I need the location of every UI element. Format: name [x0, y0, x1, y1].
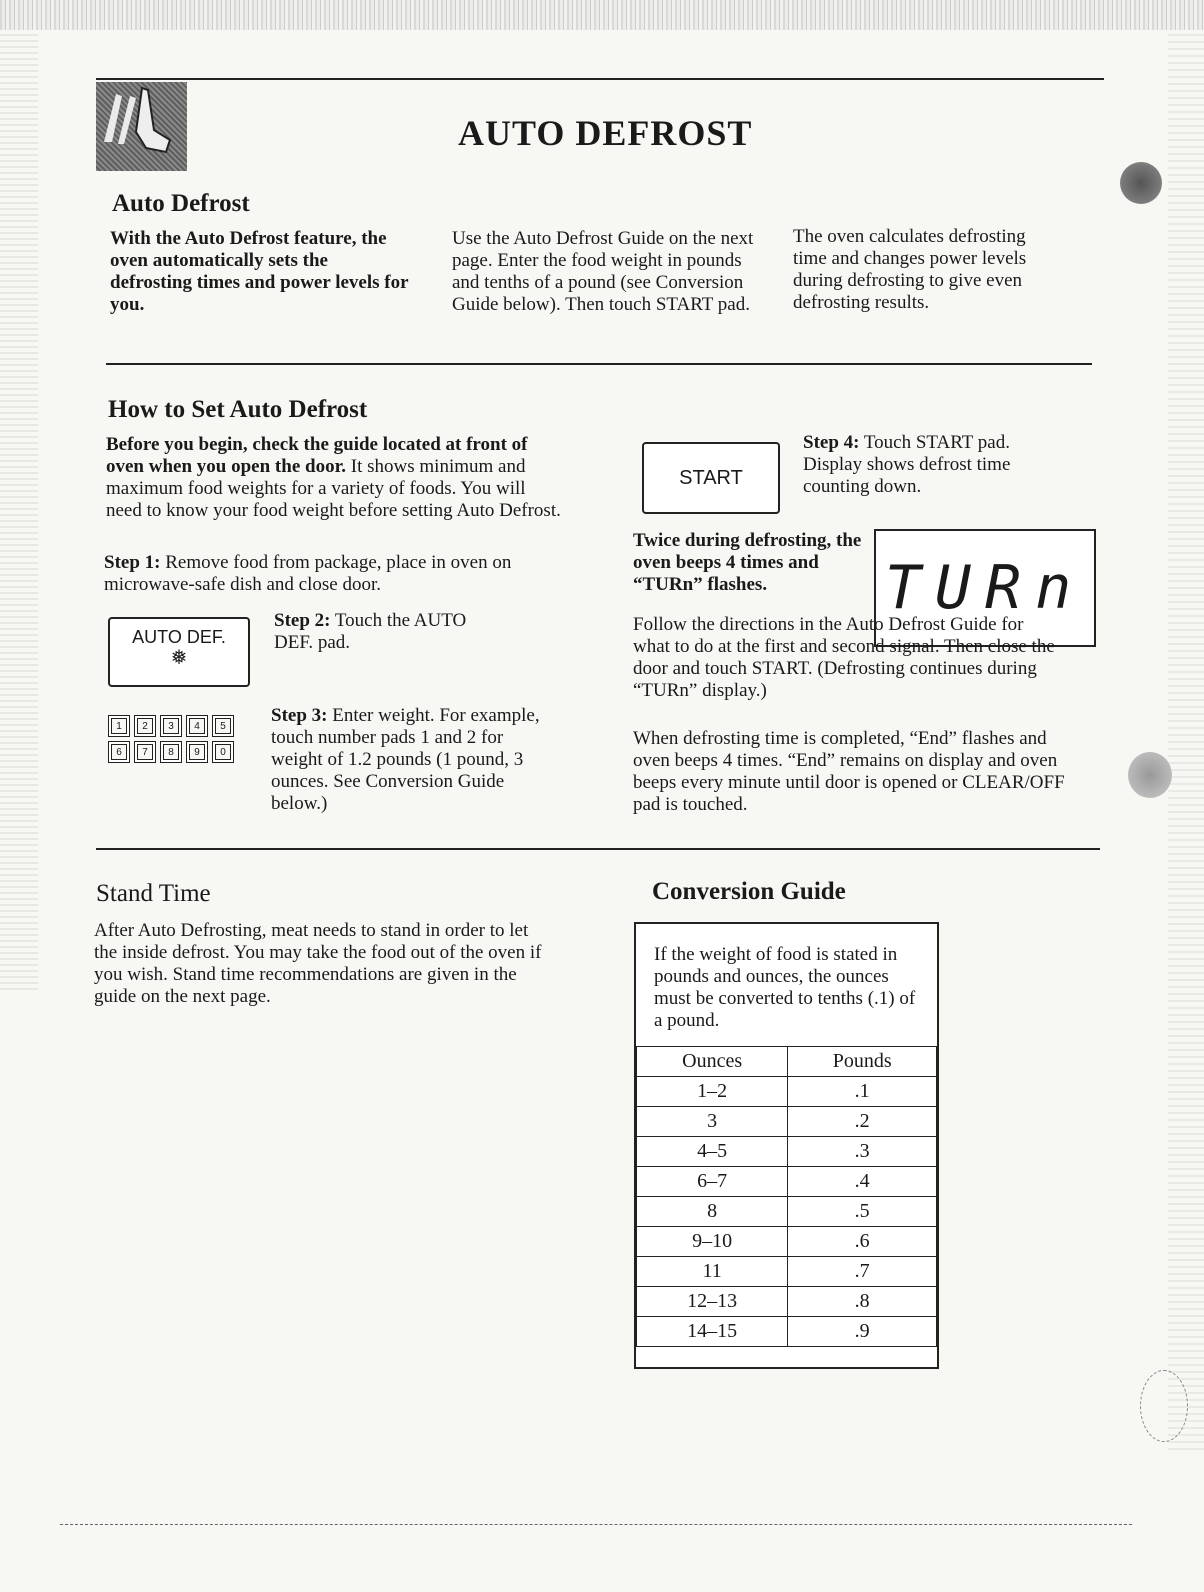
conversion-guide-heading: Conversion Guide [652, 878, 846, 905]
number-pad-4[interactable]: 4 [186, 715, 208, 737]
ounces-cell: 8 [637, 1197, 788, 1227]
pounds-cell: .1 [788, 1077, 937, 1107]
pounds-cell: .7 [788, 1257, 937, 1287]
number-pad-5[interactable]: 5 [212, 715, 234, 737]
intro-rule [106, 363, 1092, 365]
scan-edge-top [0, 0, 1204, 30]
step-4-label: Step 4: [803, 432, 860, 453]
number-pad-6[interactable]: 6 [108, 741, 130, 763]
ounces-cell: 3 [637, 1107, 788, 1137]
end-paragraph: When defrosting time is completed, “End” flashes and oven beeps 4 times. “End” remains on display and oven beeps every minute until door is opened or CLEAR/OFF pad is touched. [633, 728, 1065, 815]
binder-hole-middle [1128, 752, 1172, 798]
start-pad-label: START [679, 466, 743, 489]
footer-dashed-rule [60, 1524, 1132, 1525]
turn-display-text: TURn [884, 553, 1086, 623]
intro-column-2: Use the Auto Defrost Guide on the next page. Enter the food weight in pounds and tenths of a pound (see Conversion Guide below). Then touch START pad. [452, 228, 754, 315]
pounds-cell: .5 [788, 1197, 937, 1227]
before-bold: Before you begin, check the guide located at front of oven when you open the door. [106, 434, 528, 477]
table-row [637, 1257, 937, 1287]
table-row [637, 1197, 937, 1227]
binder-hole-bottom [1140, 1370, 1188, 1442]
step-3 [271, 705, 551, 815]
stand-time-heading: Stand Time [96, 880, 211, 907]
twice-follow-directions [633, 614, 1063, 702]
ounces-cell: 9–10 [637, 1227, 788, 1257]
start-pad[interactable] [642, 442, 780, 514]
pounds-cell: .9 [788, 1317, 937, 1347]
ounces-cell: 12–13 [637, 1287, 788, 1317]
number-pad-9[interactable]: 9 [186, 741, 208, 763]
binder-hole-top [1120, 162, 1162, 204]
auto-defrost-heading: Auto Defrost [112, 190, 250, 217]
number-pads [108, 715, 236, 763]
step-3-text: Enter weight. For example, touch number pads 1 and 2 for weight of 1.2 pounds (1 pound, 3 ounces. See Conversion Guide below.) [271, 705, 540, 814]
step-2-label: Step 2: [274, 610, 331, 631]
howto-rule [96, 848, 1100, 850]
conversion-guide-box [634, 922, 939, 1369]
twice-during-defrosting [633, 530, 863, 596]
ounces-cell: 6–7 [637, 1167, 788, 1197]
step-4 [803, 432, 1063, 498]
table-row [637, 1107, 937, 1137]
step-2 [274, 610, 504, 654]
number-pad-2[interactable]: 2 [134, 715, 156, 737]
conversion-note: If the weight of food is stated in pounds and ounces, the ounces must be converted to tenths (.1) of a pound. [654, 944, 916, 1031]
ounces-cell: 1–2 [637, 1077, 788, 1107]
conversion-table [636, 1046, 937, 1347]
number-pad-7[interactable]: 7 [134, 741, 156, 763]
intro-column-1: With the Auto Defrost feature, the oven automatically sets the defrosting times and power levels for you. [110, 228, 409, 315]
scan-edge-right [1168, 30, 1204, 1450]
twice-rest: Follow the directions in the Auto Defrost Guide for what to do at the first and second signal. Then close the door and touch START. (Defrosting continues during “TURn” display.) [633, 614, 1055, 701]
step-2-text: Touch the AUTO DEF. pad. [274, 610, 467, 653]
auto-def-pad-label: AUTO DEF. [132, 627, 226, 647]
table-row [637, 1317, 937, 1347]
scan-edge-left [0, 30, 38, 990]
hand-touch-logo [96, 82, 187, 171]
pounds-cell: .4 [788, 1167, 937, 1197]
ounces-header: Ounces [637, 1047, 788, 1077]
how-to-heading: How to Set Auto Defrost [108, 396, 368, 423]
before-you-begin [106, 434, 566, 522]
ounces-cell: 11 [637, 1257, 788, 1287]
table-row [637, 1167, 937, 1197]
twice-bold: Twice during defrosting, the oven beeps 4 times and “TURn” flashes. [633, 530, 862, 595]
pounds-header: Pounds [788, 1047, 937, 1077]
number-pad-1[interactable]: 1 [108, 715, 130, 737]
step-1 [104, 552, 574, 596]
step-3-label: Step 3: [271, 705, 328, 726]
hand-icon [96, 82, 187, 171]
pounds-cell: .8 [788, 1287, 937, 1317]
pounds-cell: .2 [788, 1107, 937, 1137]
number-pad-0[interactable]: 0 [212, 741, 234, 763]
step-4-text: Touch START pad. Display shows defrost time counting down. [803, 432, 1011, 497]
table-row [637, 1137, 937, 1167]
auto-def-pad[interactable] [108, 617, 250, 687]
header-rule [96, 78, 1104, 80]
step-1-label: Step 1: [104, 552, 161, 573]
before-rest: It shows minimum and maximum food weights for a variety of foods. You will need to know your food weight before setting Auto Defrost. [106, 456, 561, 521]
table-row [637, 1227, 937, 1257]
pounds-cell: .3 [788, 1137, 937, 1167]
pounds-cell: .6 [788, 1227, 937, 1257]
conversion-header-row [637, 1047, 937, 1077]
number-pad-3[interactable]: 3 [160, 715, 182, 737]
table-row [637, 1287, 937, 1317]
intro-column-3: The oven calculates defrosting time and changes power levels during defrosting to give even defrosting results. [793, 226, 1027, 313]
ounces-cell: 4–5 [637, 1137, 788, 1167]
table-row [637, 1077, 937, 1107]
stand-time-text: After Auto Defrosting, meat needs to stand in order to let the inside defrost. You may take the food out of the oven if you wish. Stand time recommendations are given in the guide on the next page. [94, 920, 542, 1007]
ounces-cell: 14–15 [637, 1317, 788, 1347]
snowflake-icon: ❅ [170, 647, 188, 669]
step-1-text: Remove food from package, place in oven on microwave-safe dish and close door. [104, 552, 512, 595]
number-pad-8[interactable]: 8 [160, 741, 182, 763]
page-title: AUTO DEFROST [458, 113, 753, 153]
